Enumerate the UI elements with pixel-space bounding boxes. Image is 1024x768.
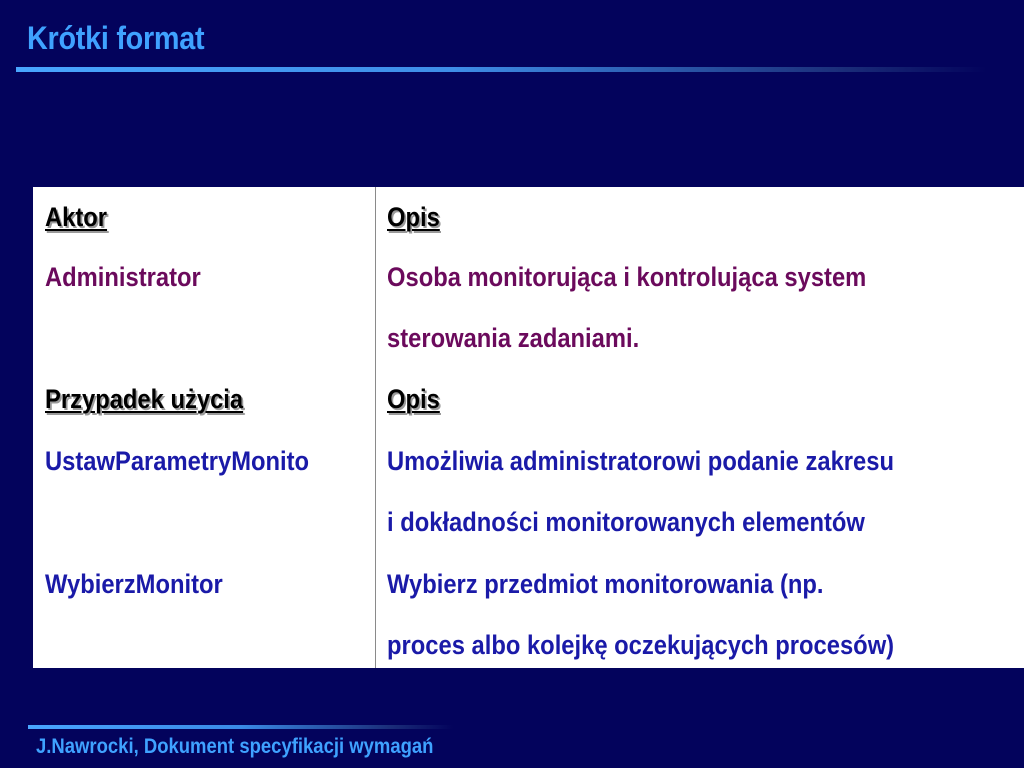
usecase-header: Przypadek użycia — [45, 384, 244, 414]
usecase-desc-line: Umożliwia administratorowi podanie zakresu — [387, 446, 894, 476]
actor-header: Aktor — [45, 202, 108, 232]
column-divider — [375, 187, 376, 668]
actor-name: Administrator — [45, 262, 201, 292]
title-underline-rule — [16, 67, 986, 72]
actor-desc-line: sterowania zadaniami. — [387, 323, 640, 353]
actor-desc-line: Osoba monitorująca i kontrolująca system — [387, 262, 867, 292]
usecase-desc-header: Opis — [387, 384, 440, 414]
usecase-desc-line: i dokładności monitorowanych elementów — [387, 507, 865, 537]
slide-title: Krótki format — [27, 20, 205, 56]
footer-text: J.Nawrocki, Dokument specyfikacji wymagań — [36, 735, 434, 758]
usecase-desc-line: Wybierz przedmiot monitorowania (np. — [387, 569, 824, 599]
use-case-table — [33, 187, 1024, 668]
usecase-desc-line: proces albo kolejkę oczekujących procesów) — [387, 630, 895, 660]
actor-desc-header: Opis — [387, 202, 440, 232]
usecase-name: WybierzMonitor — [45, 569, 223, 599]
usecase-name: UstawParametryMonito — [45, 446, 310, 476]
footer-rule — [28, 725, 453, 729]
